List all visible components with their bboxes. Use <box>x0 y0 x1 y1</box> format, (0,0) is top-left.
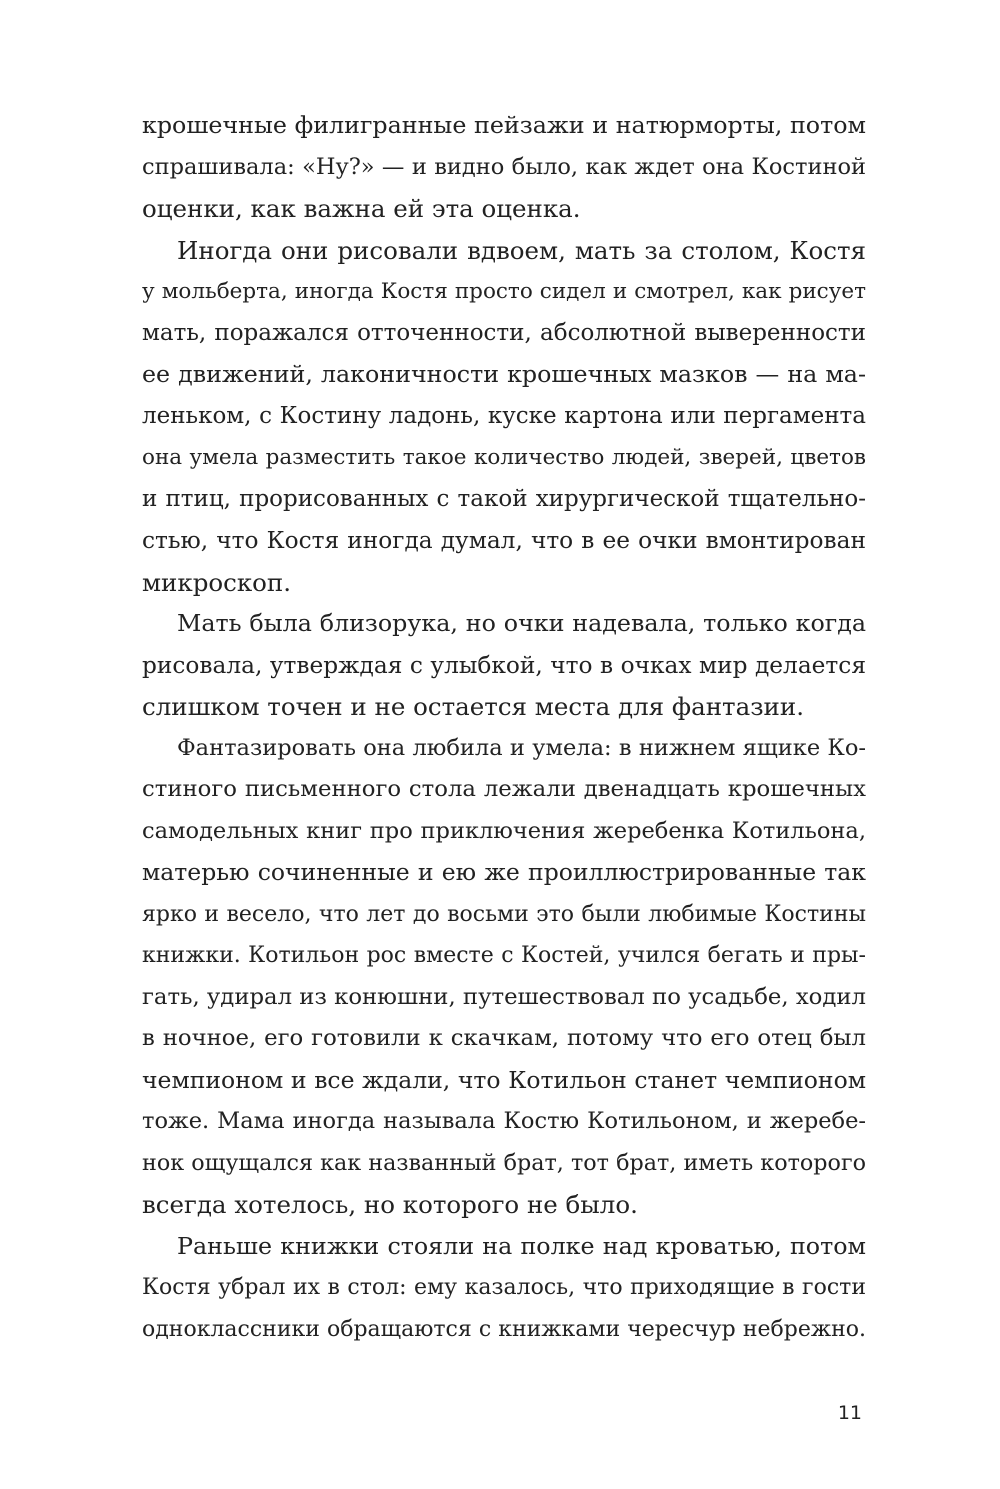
text-line: ярко и весело, что лет до восьми это были любимые Костины <box>142 901 866 927</box>
text-line: у мольберта, иногда Костя просто сидел и смотрел, как рисует <box>142 279 866 304</box>
text-line: в ночное, его готовили к скачкам, потому что его отец был <box>142 1025 866 1051</box>
text-line: Мать была близорука, но очки надевала, только когда <box>177 609 866 637</box>
text-line: Иногда они рисовали вдвоем, мать за столом, Костя <box>177 235 866 265</box>
text-line: книжки. Котильон рос вместе с Костей, учился бегать и пры- <box>142 943 866 968</box>
text-line: леньком, с Костину ладонь, куске картона или пергамента <box>142 402 866 429</box>
text-line: стиного письменного стола лежали двенадцать крошечных <box>142 776 866 802</box>
text-line: и птиц, прорисованных с такой хирургической тщательно- <box>142 485 866 512</box>
page-body-text <box>142 105 866 1350</box>
text-line: чемпионом и все ждали, что Котильон станет чемпионом <box>142 1065 866 1094</box>
text-line: самодельных книг про приключения жеребенка Котильона, <box>142 817 866 844</box>
text-line: крошечные филигранные пейзажи и натюрморты, потом <box>142 111 866 139</box>
text-line: спрашивала: «Ну?» — и видно было, как ждет она Костиной <box>142 153 866 180</box>
text-line: матерью сочиненные и ею же проиллюстрированные так <box>142 858 866 886</box>
text-line: рисовала, утверждая с улыбкой, что в очках мир делается <box>142 651 866 679</box>
text-line: тоже. Мама иногда называла Костю Котильоном, и жеребе- <box>142 1108 866 1134</box>
text-line: ее движений, лаконичности крошечных мазков — на ма- <box>142 360 866 388</box>
text-line: Фантазировать она любила и умела: в нижнем ящике Ко- <box>177 734 866 761</box>
text-line: Раньше книжки стояли на полке над кроватью, потом <box>177 1231 866 1260</box>
text-line: всегда хотелось, но которого не было. <box>142 1190 638 1219</box>
text-line: она умела разместить такое количество людей, зверей, цветов <box>142 445 866 470</box>
text-line: гать, удирал из конюшни, путешествовал по усадьбе, ходил <box>142 983 866 1010</box>
text-line: слишком точен и не остается места для фантазии. <box>142 692 805 721</box>
text-line: нок ощущался как названный брат, тот брат, иметь которого <box>142 1149 866 1176</box>
text-line: одноклассники обращаются с книжками чересчур небрежно. <box>142 1316 866 1342</box>
page-number: 11 <box>837 1402 862 1424</box>
text-line: Костя убрал их в стол: ему казалось, что приходящие в гости <box>142 1275 866 1300</box>
text-line: микроскоп. <box>142 567 292 597</box>
text-line: оценки, как важна ей эта оценка. <box>142 194 581 223</box>
text-line: стью, что Костя иногда думал, что в ее очки вмонтирован <box>142 527 866 554</box>
text-line: мать, поражался отточенности, абсолютной выверенности <box>142 319 866 346</box>
